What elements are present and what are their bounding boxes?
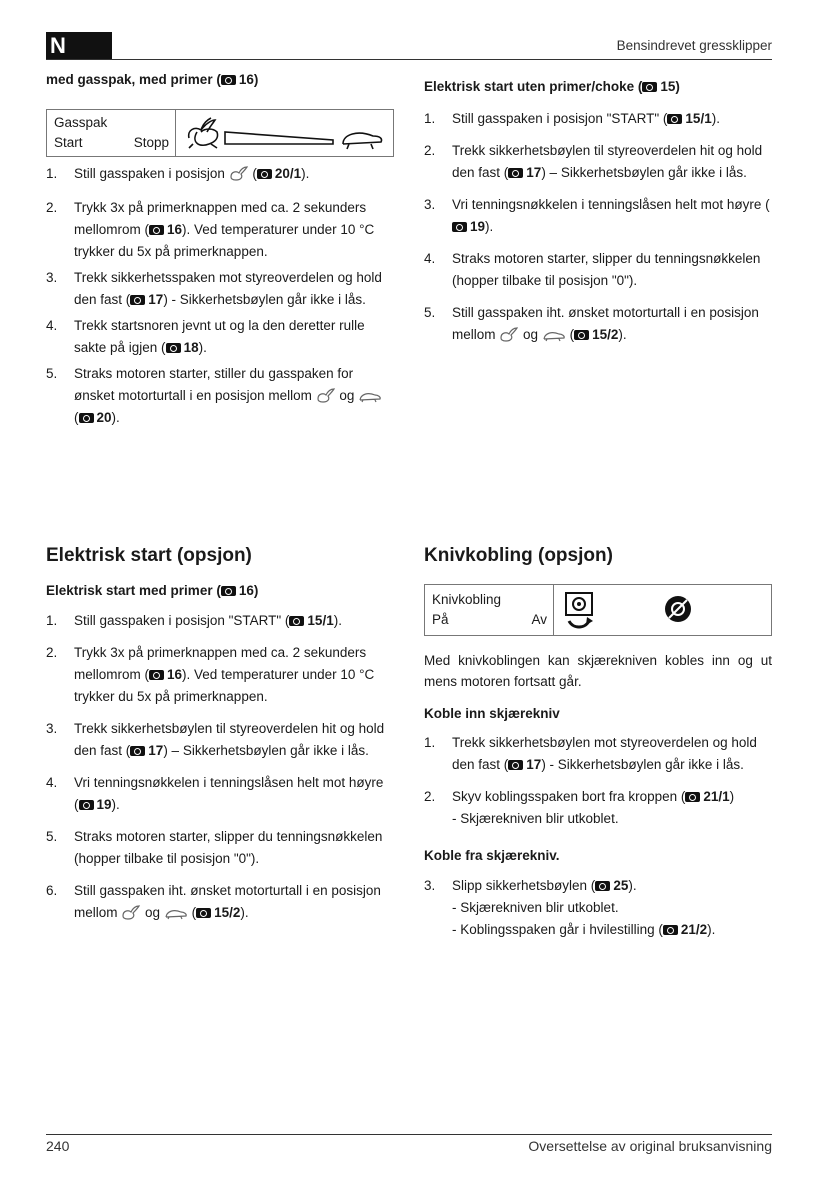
list-item: 5. Still gasspaken iht. ønsket motorturtall i en posisjon mellom og ( 15/2). [424,305,759,342]
list-item: 1. Trekk sikkerhetsbøylen mot styreoverdelen og hold den fast ( 17) - Sikkerhetsbøylen går ikke i lås. [424,735,757,772]
turtle-icon [164,906,188,920]
rabbit-icon [229,165,249,181]
section-blade-clutch [424,545,772,941]
camera-icon [642,82,657,92]
header-title: Bensindrevet gressklipper [616,38,772,53]
list-item: 3. Slipp sikkerhetsbøylen ( 25). - Skjærekniven blir utkoblet. - Koblingsspaken går i hvilestilling ( 21/2). [424,878,716,937]
list-item: 6. Still gasspaken iht. ønsket motorturtall i en posisjon mellom og ( 15/2). [46,883,381,920]
camera-icon [149,670,164,680]
step-list [424,108,774,346]
camera-icon [221,586,236,596]
table-stop: Stopp [133,135,169,150]
list-item: 3. Trekk sikkerhetsspaken mot styreoverdelen og hold den fast ( 17) - Sikkerhetsbøylen går ikke i lås. [46,270,382,307]
header-rule [46,59,772,60]
camera-icon [257,169,272,179]
page-number: 240 [46,1138,70,1154]
rabbit-icon [316,387,336,403]
table-label: Gasspak [54,115,108,130]
list-item: 1. Still gasspaken i posisjon "START" ( 15/1). [424,111,720,126]
throttle-table [46,109,394,157]
list-item: 5. Straks motoren starter, stiller du gasspaken for ønsket motorturtall i en posisjon mellom og ( 20). [46,363,391,429]
footer-note: Oversettelse av original bruksanvisning [528,1138,772,1154]
subheading: Koble fra skjærekniv. [424,848,560,863]
rabbit-icon [121,904,141,920]
list-item: 1. Still gasspaken i posisjon ( 20/1). [46,166,310,181]
camera-icon [685,792,700,802]
list-item: 3. Trekk sikkerhetsbøylen til styreoverdelen hit og hold den fast ( 17) – Sikkerhetsbøylen går ikke i lås. [46,721,385,758]
subheading: Elektrisk start med primer ( 16) [46,583,259,598]
camera-icon [595,881,610,891]
camera-icon [130,295,145,305]
list-item: 4. Vri tenningsnøkkelen i tenningslåsen helt mot høyre ( 19). [46,775,384,812]
footer-rule [46,1134,772,1135]
turtle-icon [358,389,382,403]
camera-icon [79,800,94,810]
list-item: 2. Trykk 3x på primerknappen med ca. 2 sekunders mellomrom ( 16). Ved temperaturer under 10 °C trykker du 5x på primerknappen. [46,645,375,704]
language-badge: N [46,32,112,60]
camera-icon [289,616,304,626]
subheading: Elektrisk start uten primer/choke ( 15) [424,79,680,94]
camera-icon [508,168,523,178]
section-electric-start [46,545,391,924]
subheading: med gasspak, med primer ( 16) [46,72,259,87]
list-item: 4. Trekk startsnoren jevnt ut og la den deretter rulle sakte på igjen ( 18). [46,318,365,355]
camera-icon [667,114,682,124]
step-list [424,732,772,830]
section-gasspak-primer [46,72,391,429]
camera-icon [166,343,181,353]
rabbit-turtle-scale-icon [183,114,388,154]
list-item: 5. Straks motoren starter, slipper du tenningsnøkkelen (hopper tilbake til posisjon "0"). [46,829,383,866]
list-item: 2. Trykk 3x på primerknappen med ca. 2 sekunders mellomrom ( 16). Ved temperaturer under 10 °C trykker du 5x på primerknappen. [46,200,375,259]
turtle-icon [542,328,566,342]
list-item: 3. Vri tenningsnøkkelen i tenningslåsen helt mot høyre (19). [424,197,770,234]
camera-icon [130,746,145,756]
camera-icon [574,330,589,340]
section-title: Elektrisk start (opsjon) [46,545,252,566]
table-on: På [432,612,449,627]
list-item: 2. Skyv koblingsspaken bort fra kroppen ( 21/1) - Skjærekniven blir utkoblet. [424,789,735,826]
step-list [46,163,391,429]
section-electric-no-primer [424,79,774,346]
table-label: Knivkobling [432,592,502,607]
table-start: Start [54,135,83,150]
step-list [424,875,772,941]
camera-icon [221,75,236,85]
intro-paragraph: Med knivkoblingen kan skjærekniven kobles inn og ut mens motoren fortsatt går. [424,653,772,689]
camera-icon [663,925,678,935]
camera-icon [196,908,211,918]
blade-engage-icon [563,591,597,631]
camera-icon [508,760,523,770]
camera-icon [79,413,94,423]
blade-clutch-table [424,584,772,636]
blade-disengage-icon [663,594,693,624]
step-list [46,610,391,924]
list-item: 1. Still gasspaken i posisjon "START" ( 15/1). [46,613,342,628]
list-item: 2. Trekk sikkerhetsbøylen til styreoverdelen hit og hold den fast ( 17) – Sikkerhetsbøylen går ikke i lås. [424,143,763,180]
camera-icon [452,222,467,232]
section-title: Knivkobling (opsjon) [424,545,613,566]
subheading: Koble inn skjærekniv [424,706,560,721]
rabbit-icon [499,326,519,342]
table-off: Av [531,612,547,627]
camera-icon [149,225,164,235]
list-item: 4. Straks motoren starter, slipper du tenningsnøkkelen (hopper tilbake til posisjon "0"). [424,251,761,288]
